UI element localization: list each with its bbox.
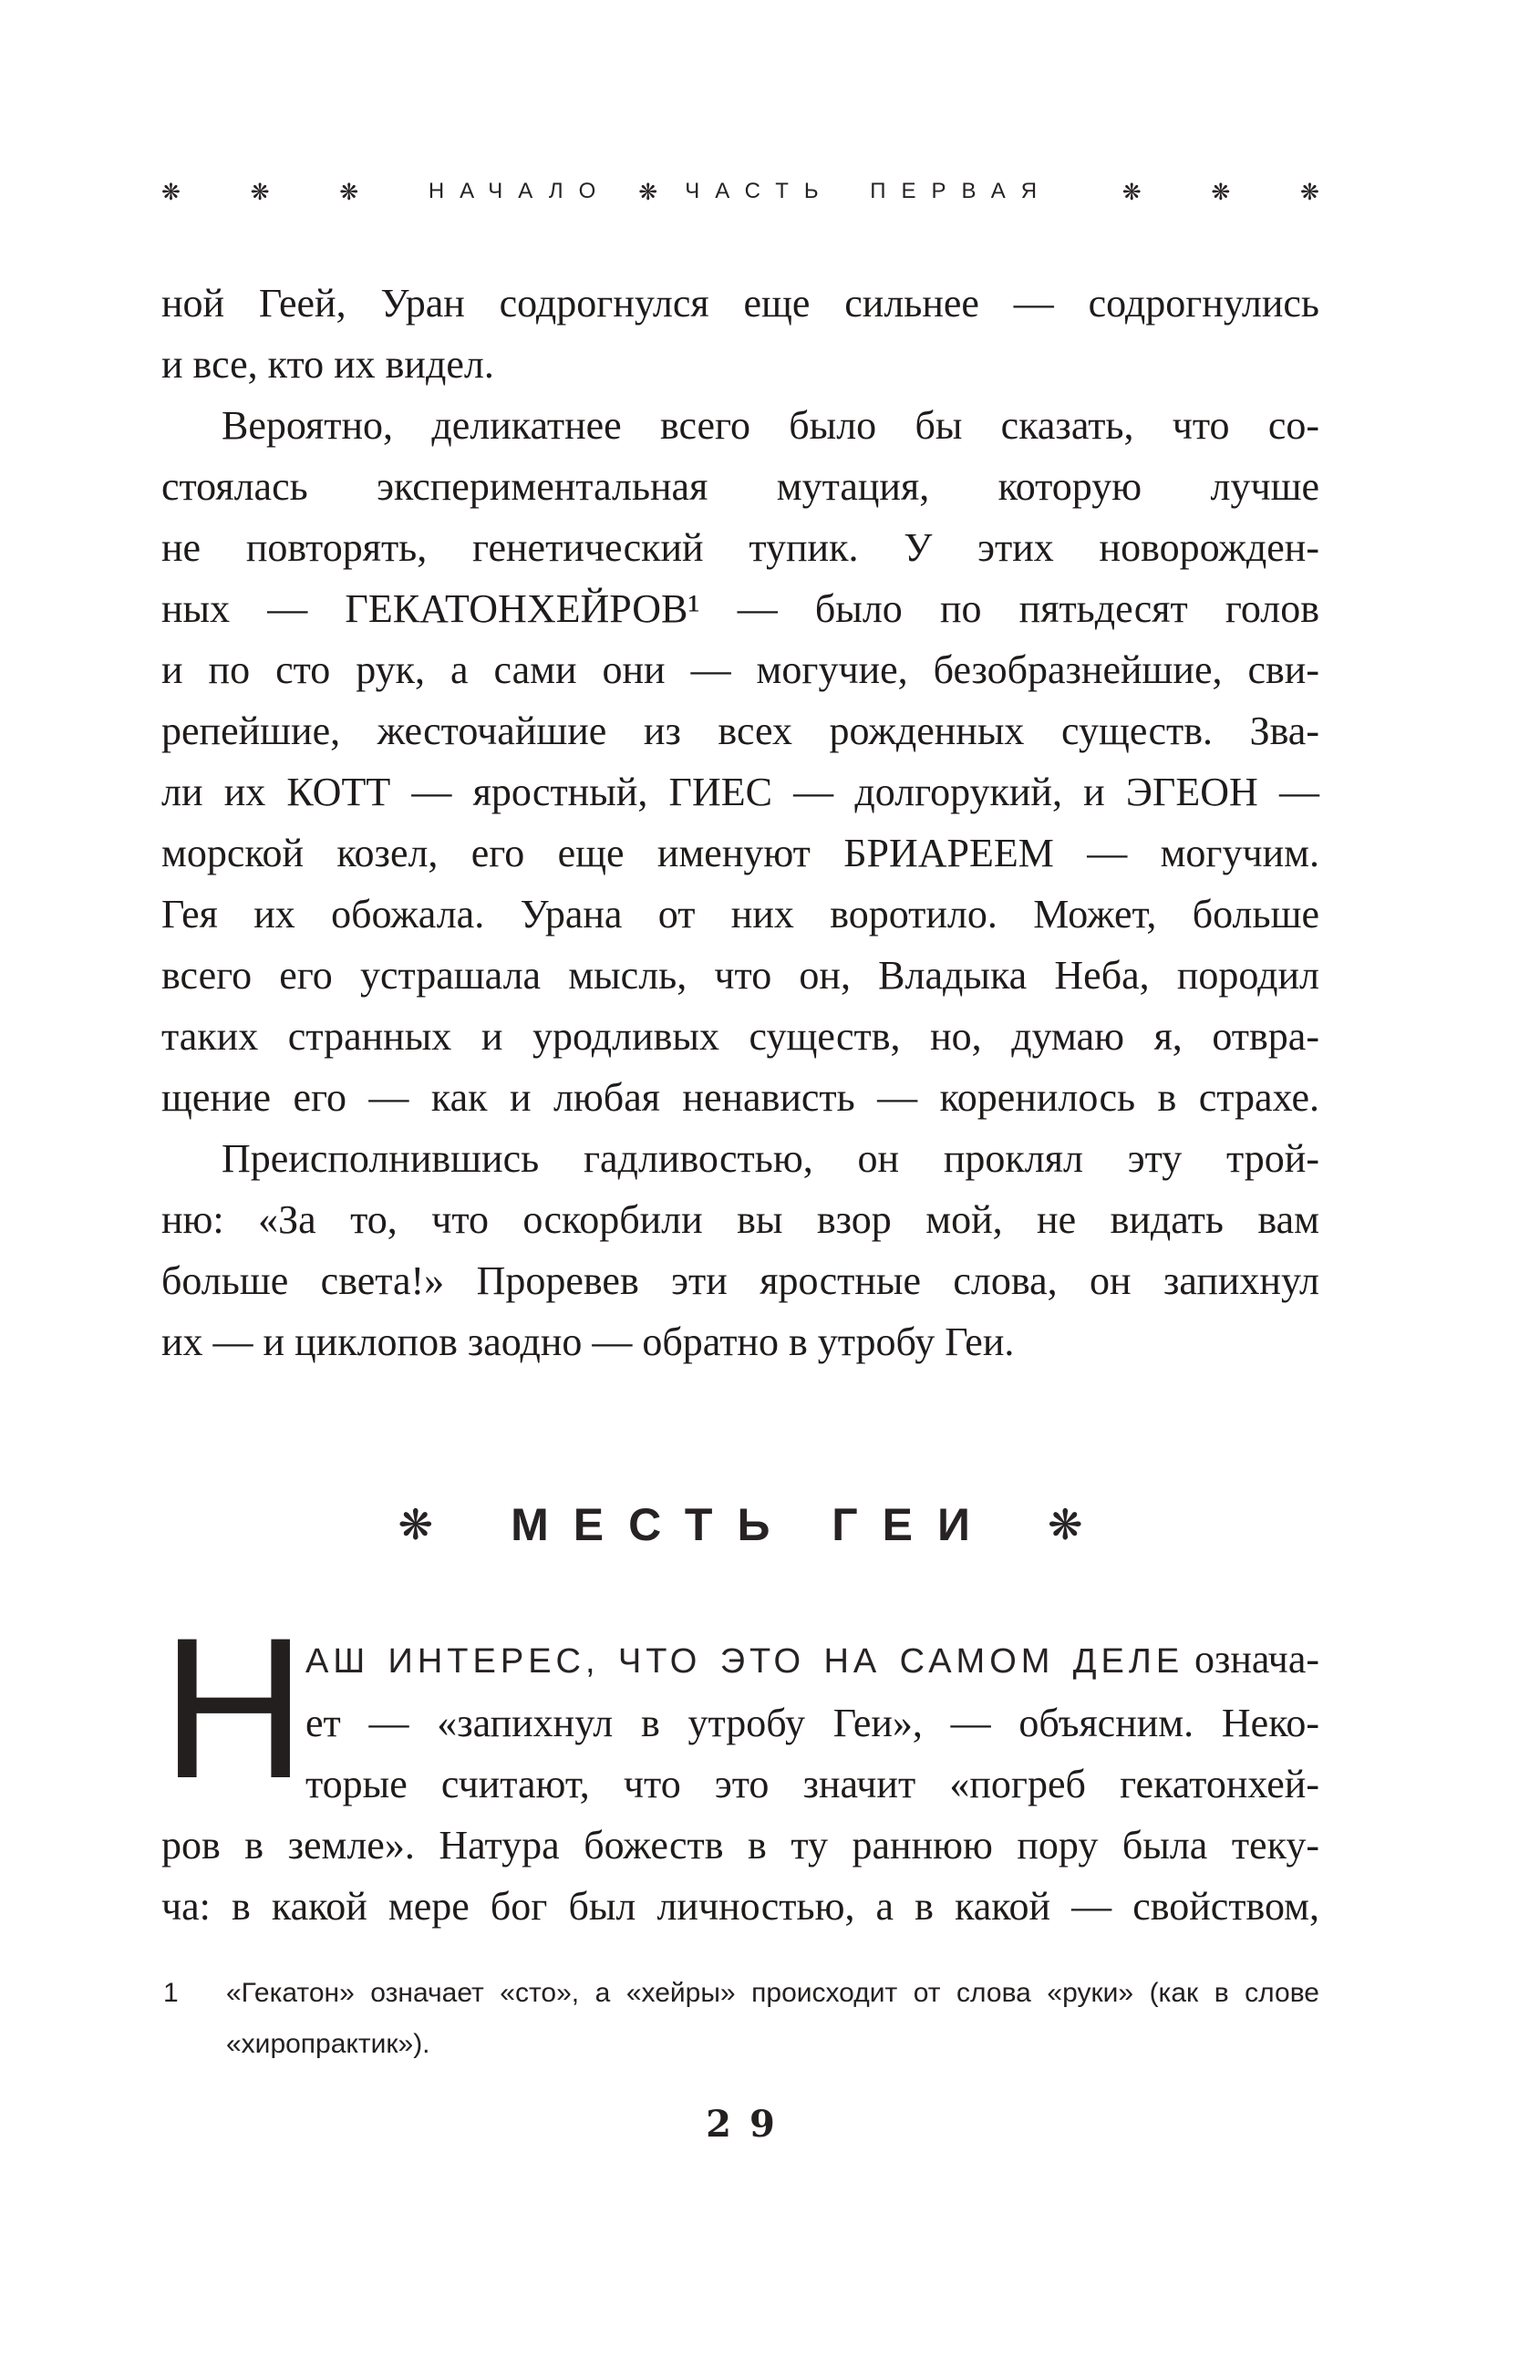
header-asterisk-icon: ❋: [638, 178, 658, 205]
footnote-marker: 1: [163, 1978, 179, 2008]
header-asterisk-icon: ❋: [250, 178, 270, 205]
body-line: таких странных и уродливых существ, но, думаю я, отвра-: [161, 1014, 1319, 1059]
body-line: Преисполнившись гадливостью, он проклял эту трой-: [222, 1136, 1319, 1181]
paragraph-with-dropcap: [161, 1596, 1319, 1937]
paragraph: [161, 1128, 1319, 1372]
running-header: [161, 179, 1319, 204]
footnote: [161, 1968, 1319, 2070]
page-number: 29: [706, 2103, 793, 2146]
lead-in-rest: означа-: [1183, 1637, 1319, 1682]
body-line: ров в земле». Натура божеств в ту раннюю пору была теку-: [161, 1823, 1319, 1868]
body-line: [305, 1629, 1319, 1692]
body-line: не повторять, генетический тупик. У этих новорожден-: [161, 525, 1319, 570]
body-line: больше света!» Проревев эти яростные слова, он запихнул: [161, 1258, 1319, 1303]
header-asterisk-icon: ❋: [161, 178, 181, 205]
header-asterisk-icon: ❋: [339, 178, 359, 205]
running-header-part-title: ЧАСТЬ ПЕРВАЯ: [685, 179, 1053, 203]
body-line: и по сто рук, а сами они — могучие, безобразнейшие, сви-: [161, 647, 1319, 692]
body-line: ной Геей, Уран содрогнулся еще сильнее — содрогнулись: [161, 281, 1319, 326]
body-line: репейшие, жесточайшие из всех рожденных существ. Зва-: [161, 709, 1319, 753]
body-line: ню: «За то, что оскорбили вы взор мой, не видать вам: [161, 1197, 1319, 1242]
body-line: их — и циклопов заодно — обратно в утробу Геи.: [161, 1319, 1015, 1364]
body-line: стоялась экспериментальная мутация, которую лучше: [161, 464, 1319, 509]
running-header-book-title: НАЧАЛО: [428, 179, 612, 203]
drop-cap-letter: Н: [161, 1596, 306, 1820]
footnote-text: [226, 1968, 1319, 2070]
header-asterisk-icon: ❋: [1211, 178, 1231, 205]
heading-asterisk-icon: ❋: [1047, 1500, 1083, 1549]
body-line: Вероятно, деликатнее всего было бы сказать, что со-: [222, 403, 1319, 448]
heading-asterisk-icon: ❋: [398, 1500, 434, 1549]
section-title: МЕСТЬ ГЕИ: [511, 1499, 995, 1550]
header-asterisk-icon: ❋: [1121, 178, 1142, 205]
running-header-title: [429, 179, 1052, 204]
paragraph: [161, 273, 1319, 395]
body-line: ли их КОТТ — яростный, ГИЕС — долгорукий, и ЭГЕОН —: [161, 770, 1319, 814]
body-line: ных — ГЕКАТОНХЕЙРОВ¹ — было по пятьдесят голов: [161, 586, 1319, 631]
body-line: торые считают, что это значит «погреб гекатонхей-: [305, 1762, 1319, 1806]
paragraph: [161, 395, 1319, 1128]
lead-in-caps: АШ ИНТЕРЕС, ЧТО ЭТО НА САМОМ ДЕЛЕ: [305, 1642, 1184, 1681]
body-line: и все, кто их видел.: [161, 342, 494, 387]
header-asterisk-icon: ❋: [1299, 178, 1319, 205]
body-line: щение его — как и любая ненависть — коренилось в страхе.: [161, 1075, 1319, 1120]
footnote-line: «хиропрактик»).: [226, 2029, 430, 2059]
body-line: морской козел, его еще именуют БРИАРЕЕМ — могучим.: [161, 831, 1319, 875]
body-line: Гея их обожала. Урана от них воротило. Может, больше: [161, 892, 1319, 936]
section-heading: [161, 1498, 1319, 1551]
body-line: ет — «запихнул в утробу Геи», — объясним. Неко-: [305, 1701, 1319, 1745]
footnote-line: «Гекатон» означает «сто», а «хейры» происходит от слова «руки» (как в слове: [226, 1978, 1319, 2008]
body-line: ча: в какой мере бог был личностью, а в какой — свойством,: [161, 1884, 1319, 1929]
body-line: всего его устрашала мысль, что он, Владыка Неба, породил: [161, 953, 1319, 998]
